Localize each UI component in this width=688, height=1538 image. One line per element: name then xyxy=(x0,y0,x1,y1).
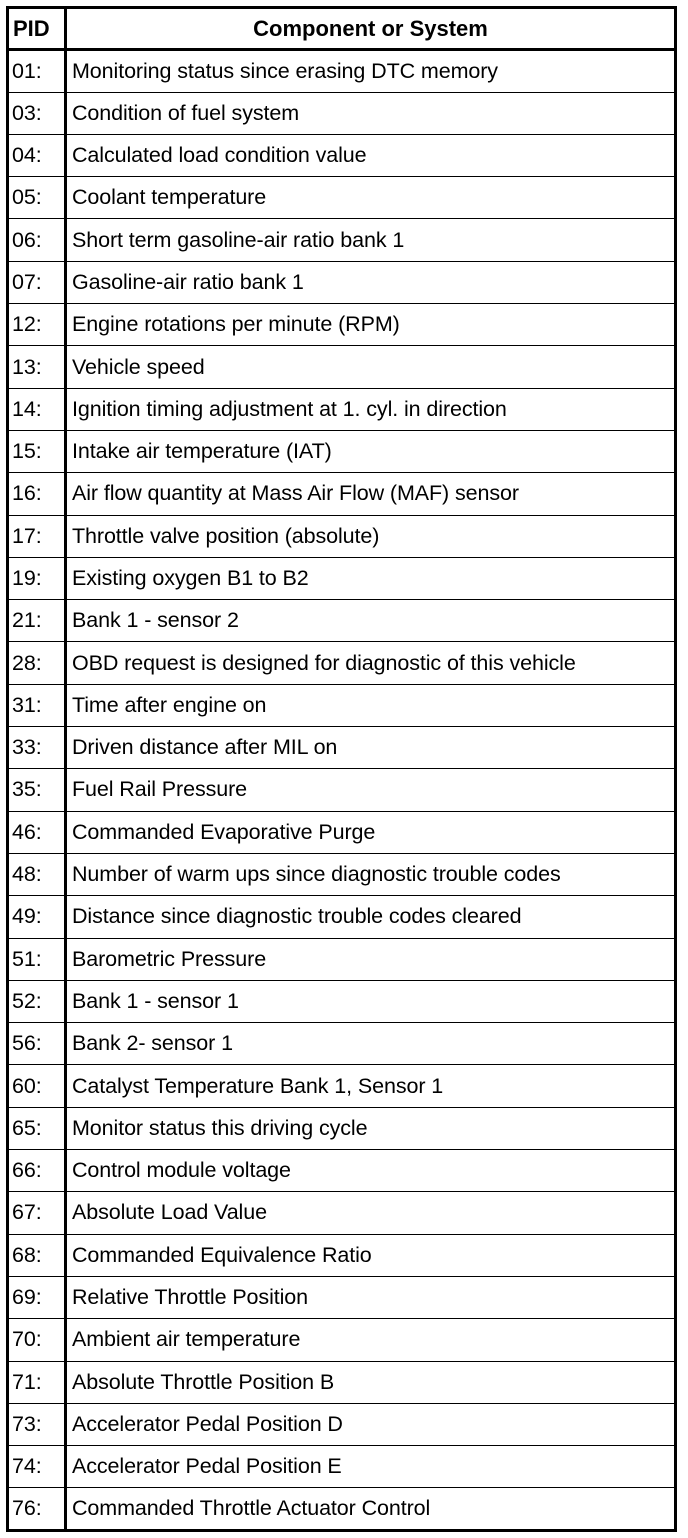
pid-cell: 01: xyxy=(8,50,66,92)
table-row xyxy=(8,92,676,134)
table-row xyxy=(8,1319,676,1361)
table-row xyxy=(8,980,676,1022)
component-cell: Throttle valve position (absolute) xyxy=(66,515,676,557)
pid-cell: 70: xyxy=(8,1319,66,1361)
table-row xyxy=(8,896,676,938)
table-row xyxy=(8,1065,676,1107)
component-cell: Commanded Equivalence Ratio xyxy=(66,1234,676,1276)
component-cell: Commanded Throttle Actuator Control xyxy=(66,1488,676,1530)
pid-cell: 48: xyxy=(8,853,66,895)
pid-cell: 56: xyxy=(8,1023,66,1065)
table-row xyxy=(8,600,676,642)
component-column-header: Component or System xyxy=(66,8,676,50)
component-cell: Fuel Rail Pressure xyxy=(66,769,676,811)
table-row xyxy=(8,1192,676,1234)
table-row xyxy=(8,1361,676,1403)
table-row xyxy=(8,1488,676,1530)
component-cell: Air flow quantity at Mass Air Flow (MAF) sensor xyxy=(66,473,676,515)
component-cell: Relative Throttle Position xyxy=(66,1276,676,1318)
pid-cell: 04: xyxy=(8,134,66,176)
component-cell: Short term gasoline-air ratio bank 1 xyxy=(66,219,676,261)
component-cell: Monitoring status since erasing DTC memory xyxy=(66,50,676,92)
pid-cell: 21: xyxy=(8,600,66,642)
component-cell: Distance since diagnostic trouble codes cleared xyxy=(66,896,676,938)
component-cell: Engine rotations per minute (RPM) xyxy=(66,304,676,346)
pid-cell: 16: xyxy=(8,473,66,515)
pid-cell: 60: xyxy=(8,1065,66,1107)
table-body xyxy=(8,50,676,1530)
component-cell: Existing oxygen B1 to B2 xyxy=(66,557,676,599)
pid-cell: 71: xyxy=(8,1361,66,1403)
table-row xyxy=(8,1023,676,1065)
component-cell: Control module voltage xyxy=(66,1150,676,1192)
pid-cell: 03: xyxy=(8,92,66,134)
component-cell: Ignition timing adjustment at 1. cyl. in direction xyxy=(66,388,676,430)
table-row xyxy=(8,853,676,895)
table-row xyxy=(8,346,676,388)
table-row xyxy=(8,388,676,430)
pid-cell: 15: xyxy=(8,430,66,472)
component-cell: Barometric Pressure xyxy=(66,938,676,980)
pid-cell: 12: xyxy=(8,304,66,346)
table-row xyxy=(8,219,676,261)
component-cell: Gasoline-air ratio bank 1 xyxy=(66,261,676,303)
component-cell: Bank 1 - sensor 1 xyxy=(66,980,676,1022)
table-row xyxy=(8,1107,676,1149)
table-row xyxy=(8,1403,676,1445)
table-row xyxy=(8,557,676,599)
table-row xyxy=(8,642,676,684)
table-row xyxy=(8,473,676,515)
pid-cell: 05: xyxy=(8,177,66,219)
table-row xyxy=(8,50,676,92)
table-row xyxy=(8,1446,676,1488)
pid-cell: 65: xyxy=(8,1107,66,1149)
pid-cell: 13: xyxy=(8,346,66,388)
table-row xyxy=(8,304,676,346)
table-row xyxy=(8,515,676,557)
pid-cell: 28: xyxy=(8,642,66,684)
component-cell: Absolute Load Value xyxy=(66,1192,676,1234)
pid-cell: 66: xyxy=(8,1150,66,1192)
component-cell: Intake air temperature (IAT) xyxy=(66,430,676,472)
pid-cell: 46: xyxy=(8,811,66,853)
component-cell: Calculated load condition value xyxy=(66,134,676,176)
component-cell: Bank 2- sensor 1 xyxy=(66,1023,676,1065)
pid-cell: 69: xyxy=(8,1276,66,1318)
pid-cell: 73: xyxy=(8,1403,66,1445)
pid-cell: 35: xyxy=(8,769,66,811)
table-row xyxy=(8,261,676,303)
pid-column-header: PID xyxy=(8,8,66,50)
table-row xyxy=(8,134,676,176)
table-row xyxy=(8,811,676,853)
component-cell: Absolute Throttle Position B xyxy=(66,1361,676,1403)
pid-cell: 07: xyxy=(8,261,66,303)
table-row xyxy=(8,727,676,769)
component-cell: Bank 1 - sensor 2 xyxy=(66,600,676,642)
table-row xyxy=(8,938,676,980)
pid-table xyxy=(6,6,677,1532)
component-cell: Time after engine on xyxy=(66,684,676,726)
component-cell: Coolant temperature xyxy=(66,177,676,219)
component-cell: Catalyst Temperature Bank 1, Sensor 1 xyxy=(66,1065,676,1107)
pid-cell: 17: xyxy=(8,515,66,557)
pid-cell: 68: xyxy=(8,1234,66,1276)
table-row xyxy=(8,1234,676,1276)
table-header-row xyxy=(8,8,676,50)
pid-cell: 67: xyxy=(8,1192,66,1234)
component-cell: OBD request is designed for diagnostic of this vehicle xyxy=(66,642,676,684)
pid-cell: 52: xyxy=(8,980,66,1022)
table-row xyxy=(8,177,676,219)
pid-cell: 51: xyxy=(8,938,66,980)
pid-cell: 74: xyxy=(8,1446,66,1488)
pid-cell: 14: xyxy=(8,388,66,430)
table-row xyxy=(8,769,676,811)
component-cell: Driven distance after MIL on xyxy=(66,727,676,769)
pid-cell: 31: xyxy=(8,684,66,726)
table-row xyxy=(8,430,676,472)
component-cell: Number of warm ups since diagnostic trouble codes xyxy=(66,853,676,895)
component-cell: Commanded Evaporative Purge xyxy=(66,811,676,853)
table-row xyxy=(8,684,676,726)
table-row xyxy=(8,1150,676,1192)
pid-cell: 33: xyxy=(8,727,66,769)
component-cell: Vehicle speed xyxy=(66,346,676,388)
component-cell: Ambient air temperature xyxy=(66,1319,676,1361)
component-cell: Accelerator Pedal Position E xyxy=(66,1446,676,1488)
component-cell: Condition of fuel system xyxy=(66,92,676,134)
pid-cell: 76: xyxy=(8,1488,66,1530)
pid-cell: 19: xyxy=(8,557,66,599)
pid-cell: 06: xyxy=(8,219,66,261)
pid-cell: 49: xyxy=(8,896,66,938)
component-cell: Accelerator Pedal Position D xyxy=(66,1403,676,1445)
table-row xyxy=(8,1276,676,1318)
component-cell: Monitor status this driving cycle xyxy=(66,1107,676,1149)
